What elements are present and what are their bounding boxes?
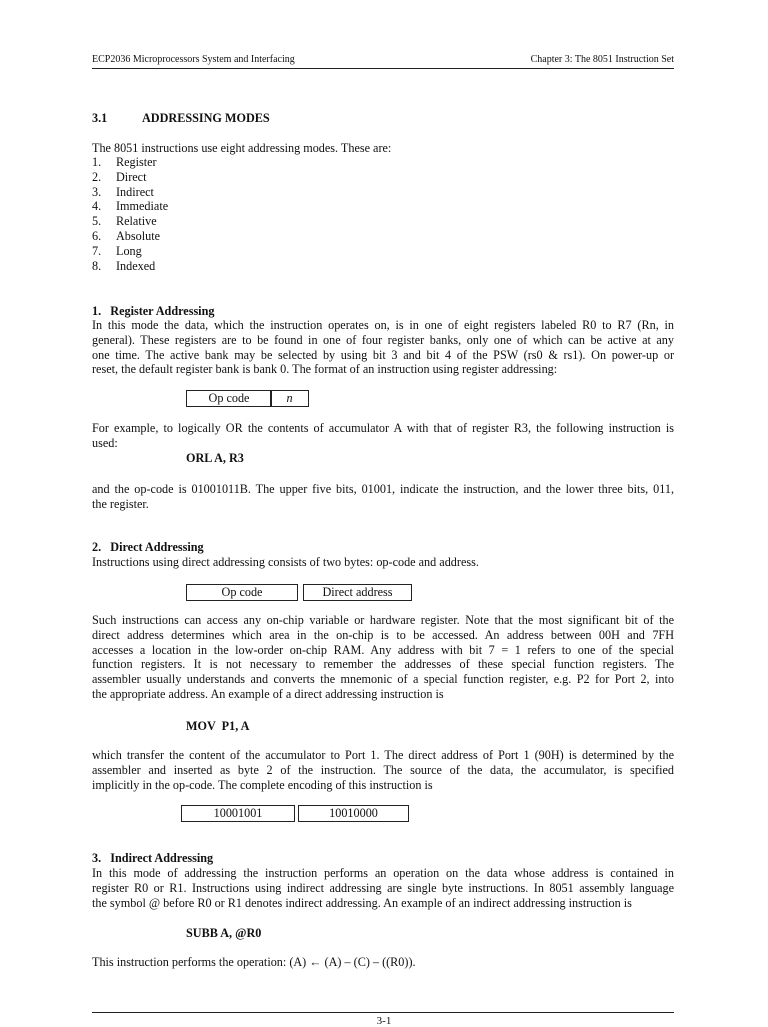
format-box-opcode: Op code [186,584,298,601]
section-number: 3.1 [92,111,108,125]
direct-heading: 2. Direct Addressing [92,540,204,554]
header-rule [92,68,674,69]
list-item: 2. Direct [92,169,147,184]
register-example-text: For example, to logically OR the contents of accumulator A with that of register R3, the following instruction is used: [92,421,674,450]
direct-paragraph: Such instructions can access any on-chip variable or hardware register. Note that the most significant bit of the direct address determines which area in the on-chip is to be accessed. An address between 00H and 7FH accesses a location in the low-order on-chip RAM. Any address with bit 7 = 1 refers to one of the special function registers. It is not necessary to remember the addresses of these special function registers. The assembler usually understands and converts the mnemonic of a special function register, e.g. P2 for Port 2, into the appropriate address. An example of a direct addressing instruction is [92,613,674,701]
register-paragraph: In this mode the data, which the instruction operates on, is in one of eight registers labeled R0 to R7 (Rn, in general). These registers are to be found in one of four register banks, only one of which can be active at any one time. The active bank may be selected by using bit 3 and bit 4 of the PSW (rs0 & rs1). On power-up or reset, the default register bank is bank 0. The format of an instruction using register addressing: [92,318,674,377]
format-box-n: n [270,390,309,407]
footer-rule [92,1012,674,1013]
list-item: 3. Indirect [92,184,154,199]
direct-paragraph-2: which transfer the content of the accumulator to Port 1. The direct address of Port 1 (90H) is determined by the assembler and inserted as byte 2 of the instruction. The source of the data, the accumulator, is specified implicitly in the op-code. The complete encoding of this instruction is [92,748,674,792]
page-number: 3-1 [376,1015,392,1027]
encoding-box-byte1: 10001001 [181,805,295,822]
instruction-mov: MOV P1, A [186,719,250,733]
list-item: 7. Long [92,243,142,258]
header-course: ECP2036 Microprocessors System and Interfacing [92,54,295,65]
header-chapter: Chapter 3: The 8051 Instruction Set [530,54,674,65]
section-title [92,111,270,126]
indirect-operation: This instruction performs the operation: (A) ← (A) – (C) – ((R0)). [92,955,416,969]
register-opcode-text: and the op-code is 01001011B. The upper five bits, 01001, indicate the instruction, and the lower three bits, 011, the register. [92,482,674,511]
register-heading: 1. Register Addressing [92,304,215,318]
list-item: 5. Relative [92,214,157,229]
format-box-opcode: Op code [186,390,272,407]
direct-intro: Instructions using direct addressing consists of two bytes: op-code and address. [92,555,479,569]
instruction-subb: SUBB A, @R0 [186,926,262,940]
modes-list [92,155,168,273]
list-item: 1. Register [92,155,157,169]
format-box-direct-address: Direct address [303,584,412,601]
intro-text: The 8051 instructions use eight addressing modes. These are: [92,141,392,155]
section-heading: ADDRESSING MODES [142,111,270,125]
encoding-box-byte2: 10010000 [298,805,409,822]
list-item: 4. Immediate [92,199,169,214]
list-item: 6. Absolute [92,228,161,243]
indirect-heading: 3. Indirect Addressing [92,851,214,865]
instruction-orl: ORL A, R3 [186,451,244,465]
indirect-paragraph: In this mode of addressing the instruction performs an operation on the data whose address is contained in register R0 or R1. Instructions using indirect addressing are single byte instructions. In 8051 assembly language the symbol @ before R0 or R1 denotes indirect addressing. An example of an indirect addressing instruction is [92,866,674,910]
list-item: 8. Indexed [92,258,156,273]
